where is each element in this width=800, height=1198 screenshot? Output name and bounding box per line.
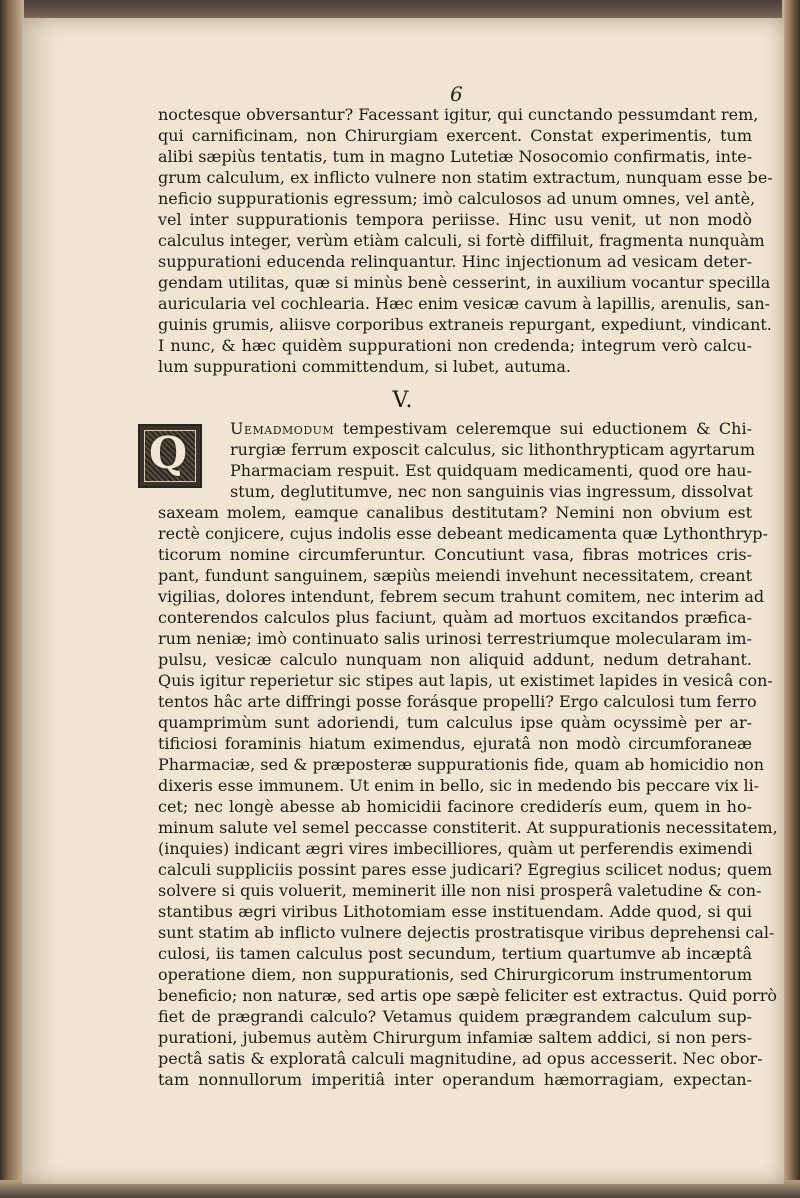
text-line: rectè conjicere, cujus indolis esse debeant medicamenta quæ Lythonthryp- (158, 524, 768, 543)
text-line: Quis igitur reperietur sic stipes aut lapis, ut existimet lapides in vesicâ con- (158, 671, 773, 690)
text-line: pectâ satis & exploratâ calculi magnitudine, ad opus accesserit. Nec obor- (158, 1049, 763, 1068)
text-line-rest: tempestivam celeremque sui eductionem & Chi- (334, 419, 752, 438)
text-line: saxeam molem, eamque canalibus destitutam? Nemini non obvium est (158, 503, 752, 522)
text-line: stantibus ægri viribus Lithotomiam esse instituendam. Adde quod, si qui (158, 902, 752, 921)
text-line: stum, deglutitumve, nec non sanguinis vias ingressum, dissolvat (230, 482, 753, 501)
text-line: purationi, jubemus autèm Chirurgum infamiæ saltem addici, si non pers- (158, 1028, 752, 1047)
text-line: dixeris esse immunem. Ut enim in bello, sic in medendo bis peccare vix li- (158, 776, 760, 795)
dropcap-letter: Q (148, 428, 188, 479)
section-heading: V. (392, 388, 414, 413)
text-line (158, 418, 752, 439)
text-line: rurgiæ ferrum exposcit calculus, sic lithonthrypticam agyrtarum (230, 440, 756, 459)
text-line: tam nonnullorum imperitiâ inter operandum hæmorragiam, expectan- (158, 1070, 752, 1089)
text-line: beneficio; non naturæ, sed artis ope sæpè feliciter est extractus. Quid porrò (158, 986, 778, 1005)
text-line: calculus integer, verùm etiàm calculi, si fortè diffiluit, fragmenta nunquàm (158, 231, 765, 250)
text-line: operatione diem, non suppurationis, sed Chirurgicorum instrumentorum (158, 965, 752, 984)
text-line: grum calculum, ex inflicto vulnere non statim extractum, nunquam esse be- (158, 168, 773, 187)
paragraph-1 (158, 104, 773, 377)
text-line: guinis grumis, aliisve corporibus extraneis repurgant, expediunt, vindicant. (158, 315, 772, 334)
text-line: I nunc, & hæc quidèm suppurationi non credenda; integrum verò calcu- (158, 336, 752, 355)
text-line: qui carnificinam, non Chirurgiam exercent. Constat experimentis, tum (158, 126, 752, 145)
text-line: minum salute vel semel peccasse constiterit. At suppurationis necessitatem, (158, 818, 778, 837)
text-line: suppurationi educenda relinquantur. Hinc injectionum ad vesicam deter- (158, 252, 752, 271)
text-line: culosi, iis tamen calculus post secundum, tertium quartumve ab incæptâ (158, 944, 752, 963)
text-line: gendam utilitas, quæ si minùs benè cesserint, in auxilium vocantur specilla (158, 273, 771, 292)
text-line: Pharmaciæ, sed & præposteræ suppurationis fide, quam ab homicidio non (158, 755, 765, 774)
text-line: sunt statim ab inflicto vulnere dejectis prostratisque viribus deprehensi cal- (158, 923, 775, 942)
text-line: pant, fundunt sanguinem, sæpiùs meiendi invehunt necessitatem, creant (158, 566, 752, 585)
text-line: fiet de prægrandi calculo? Vetamus quidem prægrandem calculum sup- (158, 1007, 752, 1026)
text-line: Pharmaciam respuit. Est quidquam medicamenti, quod ore hau- (230, 461, 752, 480)
text-line: tificiosi foraminis hiatum eximendus, ejuratâ non modò circumforaneæ (158, 734, 752, 753)
page-number: 6 (450, 82, 463, 106)
text-line: alibi sæpiùs tentatis, tum in magno Lutetiæ Nosocomio confirmatis, inte- (158, 147, 753, 166)
text-line: vel inter suppurationis tempora periisse. Hinc usu venit, ut non modò (158, 210, 752, 229)
text-line: pulsu, vesicæ calculo nunquam non aliquid addunt, nedum detrahant. (158, 650, 752, 669)
text-line: cet; nec longè abesse ab homicidii facinore crediderís eum, quem in ho- (158, 797, 752, 816)
page (22, 18, 784, 1184)
text-line: lum suppurationi committendum, si lubet, autuma. (158, 357, 571, 376)
text-line: solvere si quis voluerit, meminerit ille non nisi prosperâ valetudine & con- (158, 881, 762, 900)
text-line: auricularia vel cochlearia. Hæc enim vesicæ cavum à lapillis, arenulis, san- (158, 294, 771, 313)
text-line: noctesque obversantur? Facessant igitur, qui cunctando pessumdant rem, (158, 105, 759, 124)
text-line: ticorum nomine circumferuntur. Concutiunt vasa, fibras motrices cris- (158, 545, 752, 564)
text-line: conterendos calculos plus faciunt, quàm ad mortuos excitandos præfica- (158, 608, 752, 627)
text-line: calculi suppliciis possint pares esse judicari? Egregius scilicet nodus; quem (158, 860, 773, 879)
first-word: Uemadmodum (230, 419, 335, 438)
text-line: vigilias, dolores intendunt, febrem secum trahunt comitem, nec interim ad (158, 587, 765, 606)
book-spine-edge (0, 0, 24, 1198)
text-line: neficio suppurationis egressum; imò calculosos ad unum omnes, vel antè, (158, 189, 756, 208)
text-line: tentos hâc arte diffringi posse forásque propelli? Ergo calculosi tum ferro (158, 692, 757, 711)
text-line: (inquies) indicant ægri vires imbecilliores, quàm ut perferendis eximendi (158, 839, 753, 858)
text-line: quamprimùm sunt adoriendi, tum calculus ipse quàm ocyssimè per ar- (158, 713, 752, 732)
book-fore-edge (782, 0, 800, 1198)
text-line: rum neniæ; imò continuato salis urinosi terrestriumque molecularam im- (158, 629, 752, 648)
paragraph-2 (158, 418, 778, 1090)
